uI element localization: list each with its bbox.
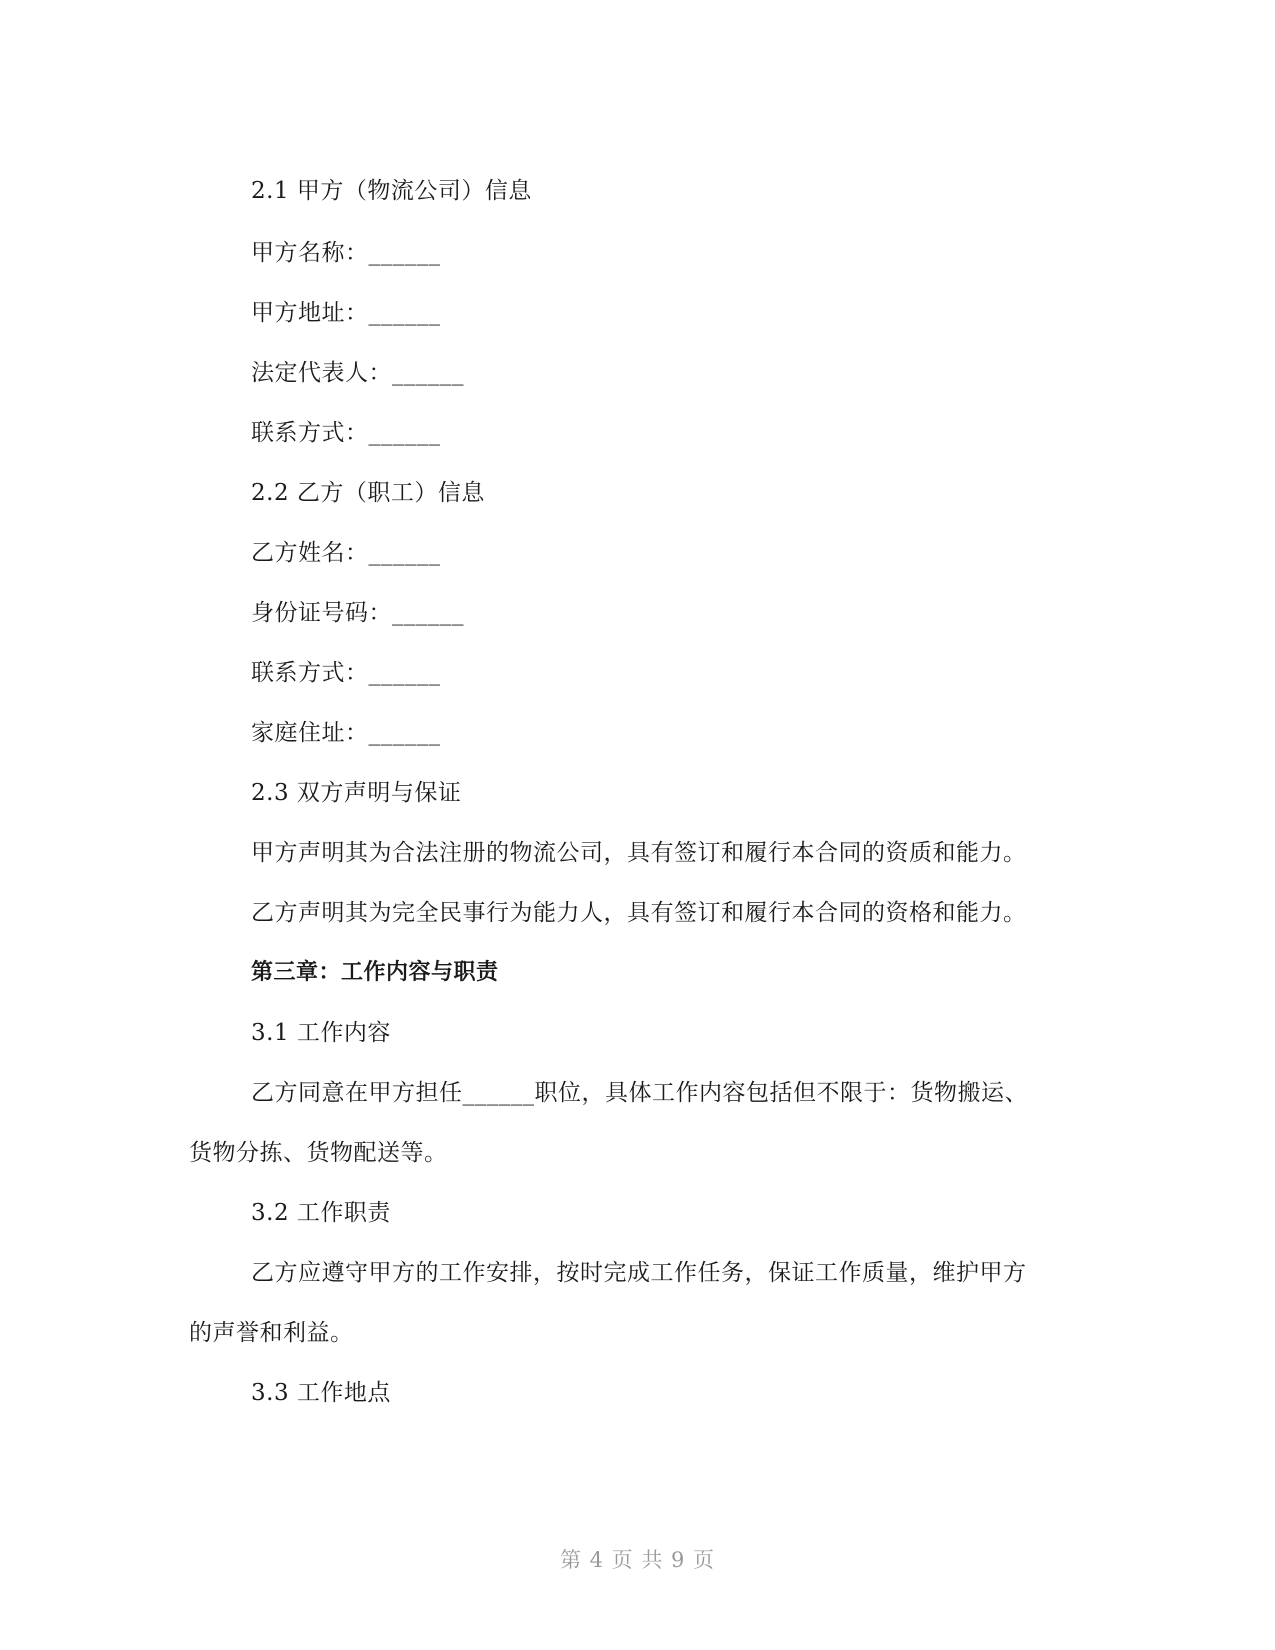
page-number-footer: 第 4 页 共 9 页 xyxy=(559,1548,716,1572)
work-duty-paragraph-line-2: 的声誉和利益。 xyxy=(189,1320,354,1346)
party-a-address-field: 甲方地址：______ xyxy=(251,300,441,326)
party-b-declaration: 乙方声明其为完全民事行为能力人，具有签订和履行本合同的资格和能力。 xyxy=(251,900,1027,926)
section-3-2-heading: 3.2 工作职责 xyxy=(251,1200,391,1226)
party-a-declaration: 甲方声明其为合法注册的物流公司，具有签订和履行本合同的资质和能力。 xyxy=(251,840,1027,866)
section-3-3-heading: 3.3 工作地点 xyxy=(251,1380,391,1406)
section-2-1-heading: 2.1 甲方（物流公司）信息 xyxy=(251,178,532,204)
work-content-paragraph-line-1: 乙方同意在甲方担任______职位，具体工作内容包括但不限于：货物搬运、 xyxy=(251,1080,1028,1106)
work-content-paragraph-line-2: 货物分拣、货物配送等。 xyxy=(189,1140,448,1166)
legal-representative-field: 法定代表人：______ xyxy=(251,360,464,386)
chapter-3-title: 第三章：工作内容与职责 xyxy=(251,960,499,985)
work-duty-paragraph-line-1: 乙方应遵守甲方的工作安排，按时完成工作任务，保证工作质量，维护甲方 xyxy=(251,1260,1027,1286)
section-2-2-heading: 2.2 乙方（职工）信息 xyxy=(251,480,485,506)
party-a-contact-field: 联系方式：______ xyxy=(251,420,441,446)
section-3-1-heading: 3.1 工作内容 xyxy=(251,1020,391,1046)
id-number-field: 身份证号码：______ xyxy=(251,600,464,626)
party-b-contact-field: 联系方式：______ xyxy=(251,660,441,686)
home-address-field: 家庭住址：______ xyxy=(251,720,441,746)
section-2-3-heading: 2.3 双方声明与保证 xyxy=(251,780,462,806)
party-a-name-field: 甲方名称：______ xyxy=(251,240,441,266)
party-b-name-field: 乙方姓名：______ xyxy=(251,540,441,566)
